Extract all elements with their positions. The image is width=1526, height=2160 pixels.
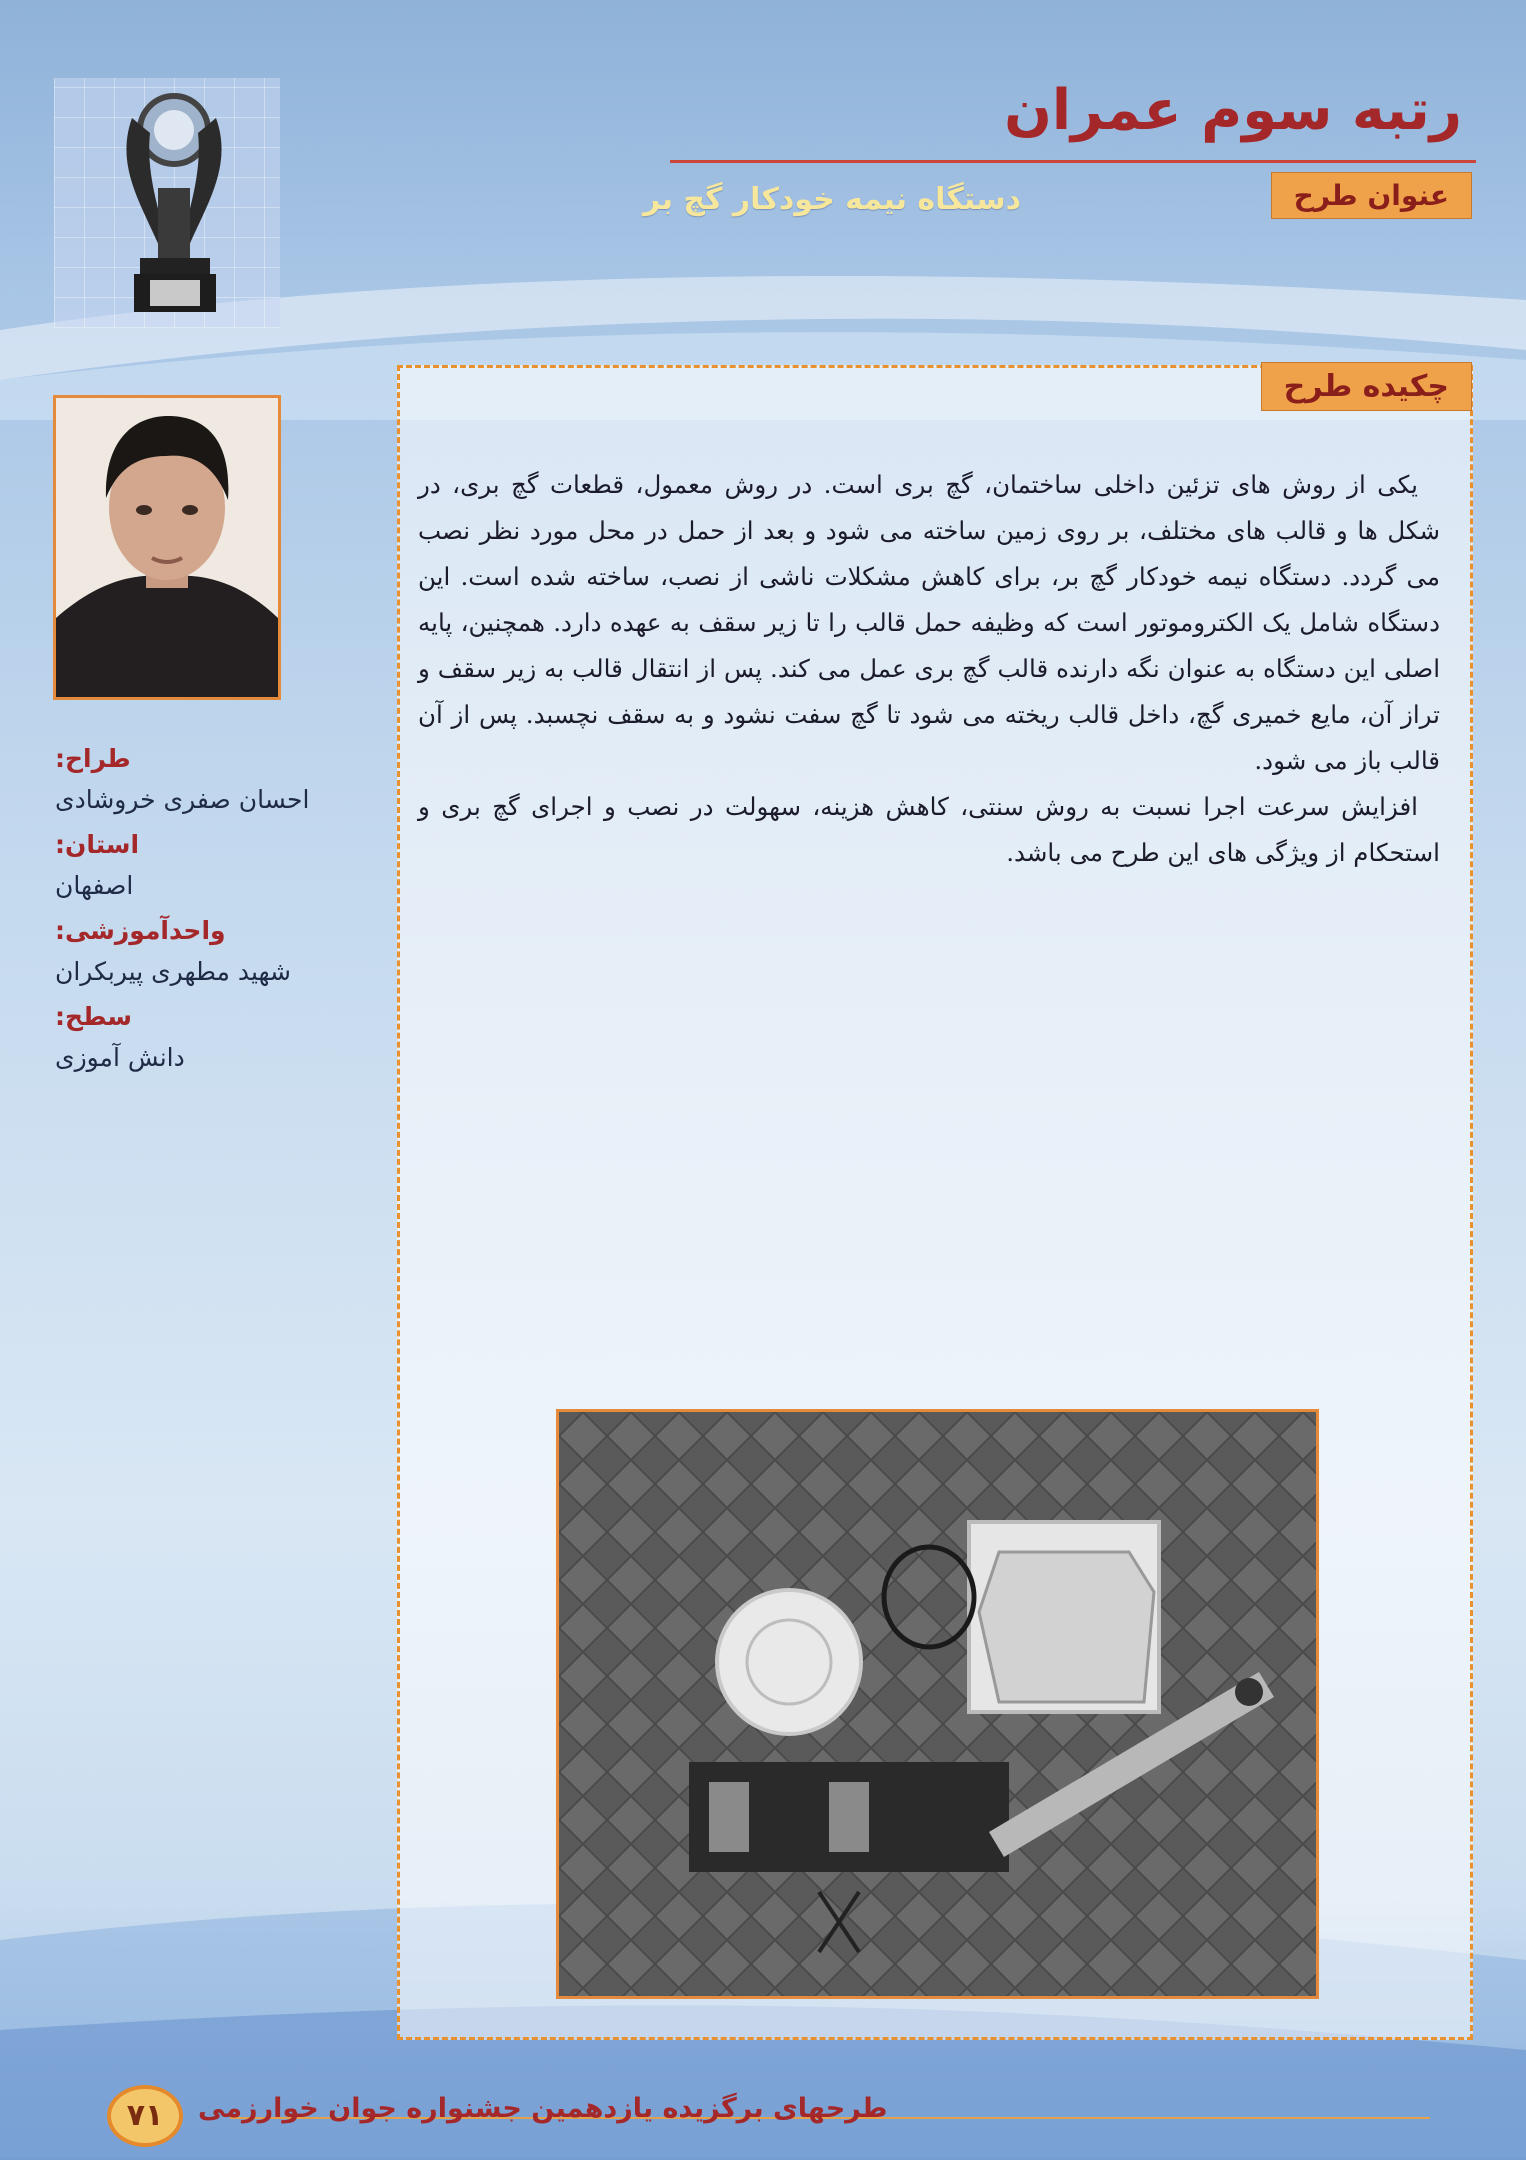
province-value: اصفهان <box>55 871 134 900</box>
designer-label: طراح: <box>55 744 131 773</box>
page-title: رتبه سوم عمران <box>1004 78 1462 143</box>
trophy-image <box>54 78 280 328</box>
school-label: واحدآموزشی: <box>55 916 226 945</box>
summary-text <box>418 462 1440 876</box>
province-label: استان: <box>55 830 140 859</box>
project-title: دستگاه نیمه خودکار گچ بر <box>643 182 1021 217</box>
summary-paragraph-1: یکی از روش های تزئین داخلی ساختمان، گچ بری است. در روش معمول، قطعات گچ بری، در شکل ها و قالب های مختلف، بر روی زمین ساخته می شود و بعد از حمل در محل مورد نظر نصب می گردد. دستگاه نیمه خودکار گچ بر، برای کاهش مشکلات ناشی از نصب، ساخته شده است. این دستگاه شامل یک الکتروموتور است که وظیفه حمل قالب را تا زیر سقف به عهده دارد. همچنین، پایه اصلی این دستگاه به عنوان نگه دارنده قالب گچ بری عمل می کند. پس از انتقال قالب به زیر سقف و تراز آن، مایع خمیری گچ، داخل قالب ریخته می شود تا گچ سفت نشود و به سقف نچسبد. پس از آن قالب باز می شود. <box>418 470 1440 775</box>
designer-name: احسان صفری خروشادی <box>55 785 310 814</box>
level-label: سطح: <box>55 1002 132 1031</box>
trophy-icon <box>54 78 280 328</box>
device-photo <box>556 1409 1319 1999</box>
designer-photo <box>53 395 281 700</box>
summary-paragraph-2: افزایش سرعت اجرا نسبت به روش سنتی، کاهش هزینه، سهولت در نصب و اجرای گچ بری و استحکام از ویژگی های این طرح می باشد. <box>418 792 1440 867</box>
title-divider <box>670 160 1476 163</box>
page-number: ٧١ <box>107 2085 183 2147</box>
summary-label-tag: چکیده طرح <box>1261 362 1472 411</box>
designer-info <box>55 740 355 1084</box>
project-label-tag: عنوان طرح <box>1271 172 1472 219</box>
publication-title: طرحهای برگزیده یازدهمین جشنواره جوان خوارزمی <box>198 2093 888 2124</box>
level-value: دانش آموزی <box>55 1043 185 1072</box>
school-value: شهید مطهری پیربکران <box>55 957 291 986</box>
